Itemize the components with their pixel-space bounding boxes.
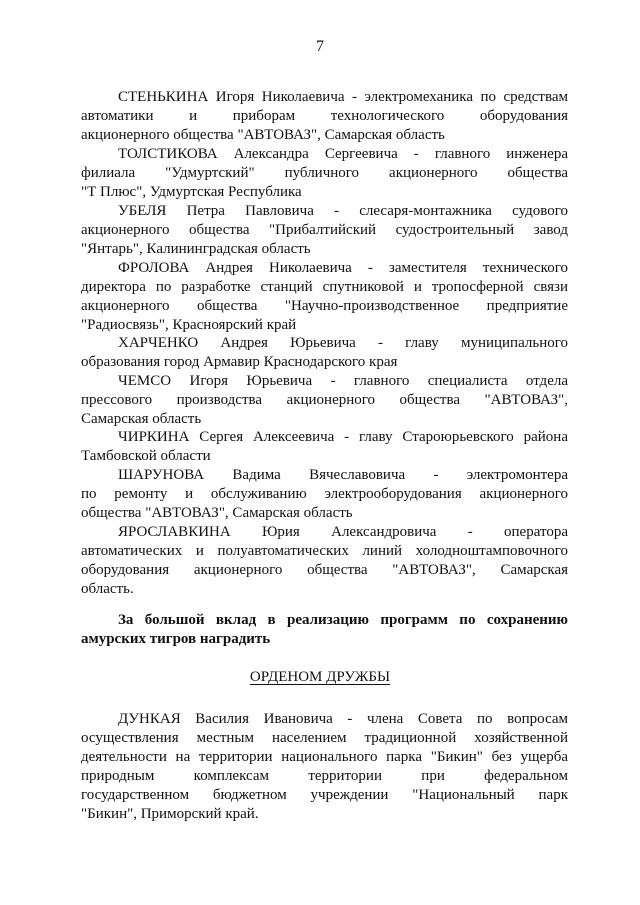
- entry-line: ДУНКАЯ Василия Ивановича - члена Совета по вопросам: [118, 711, 568, 727]
- entry-line: прессового производства акционерного общества "АВТОВАЗ",: [81, 392, 568, 408]
- entry-line: оборудования акционерного общества "АВТОВАЗ", Самарская: [81, 562, 568, 578]
- entry-line: акционерного общества "Научно-производственное предприятие: [81, 298, 568, 314]
- entry-line: акционерного общества "АВТОВАЗ", Самарская область: [81, 127, 445, 143]
- entry-line: область.: [81, 581, 134, 597]
- entry-line: "Т Плюс", Удмуртская Республика: [81, 184, 302, 200]
- entry-line: "Бикин", Приморский край.: [81, 806, 259, 822]
- entry-line: Тамбовской области: [81, 448, 211, 464]
- entry-line: акционерного общества "Прибалтийский судостроительный завод: [81, 222, 568, 238]
- decree-line: За большой вклад в реализацию программ по сохранению: [118, 612, 568, 628]
- entry-line: общества "АВТОВАЗ", Самарская область: [81, 505, 353, 521]
- award-entry-stenkin: [81, 88, 568, 145]
- entry-line: ТОЛСТИКОВА Александра Сергеевича - главного инженера: [118, 146, 568, 162]
- entry-line: УБЕЛЯ Петра Павловича - слесаря-монтажника судового: [118, 203, 568, 219]
- entry-line: деятельности на территории национального парка "Бикин" без ущерба: [81, 749, 568, 765]
- page-number: 7: [316, 38, 324, 55]
- entry-line: по ремонту и обслуживанию электрооборудования акционерного: [81, 486, 568, 502]
- entry-line: ШАРУНОВА Вадима Вячеславовича - электромонтера: [118, 467, 568, 483]
- entry-line: образования город Армавир Краснодарского края: [81, 354, 398, 370]
- award-entry-chirkin: [81, 428, 568, 466]
- entry-line: ЯРОСЛАВКИНА Юрия Александровича - оператора: [118, 524, 568, 540]
- order-title-text: ОРДЕНОМ ДРУЖБЫ: [249, 669, 391, 685]
- award-entry-frolov: [81, 259, 568, 335]
- award-entry-dunkai: [81, 710, 568, 824]
- entry-line: государственном бюджетном учреждении "Национальный парк: [81, 787, 568, 803]
- entry-line: "Радиосвязь", Красноярский край: [81, 317, 297, 333]
- decree-paragraph: [81, 611, 568, 649]
- award-entry-tolstikov: [81, 145, 568, 202]
- award-entry-kharchenko: [81, 334, 568, 372]
- entry-line: СТЕНЬКИНА Игоря Николаевича - электромеханика по средствам: [118, 89, 568, 105]
- award-entry-ubel: [81, 202, 568, 259]
- entry-line: директора по разработке станций спутниковой и тропосферной связи: [81, 279, 568, 295]
- entry-line: ХАРЧЕНКО Андрея Юрьевича - главу муниципального: [118, 335, 568, 351]
- entry-line: "Янтарь", Калининградская область: [81, 241, 311, 257]
- entry-line: автоматики и приборам технологического оборудования: [81, 108, 568, 124]
- award-entry-sharunov: [81, 466, 568, 523]
- award-entry-chemso: [81, 372, 568, 429]
- entry-line: ЧЕМСО Игоря Юрьевича - главного специалиста отдела: [118, 373, 568, 389]
- decree-line: амурских тигров наградить: [81, 631, 271, 647]
- entry-line: ФРОЛОВА Андрея Николаевича - заместителя технического: [118, 260, 568, 276]
- entry-line: Самарская область: [81, 411, 202, 427]
- award-entry-yaroslavkin: [81, 523, 568, 599]
- entry-line: природным комплексам территории при федеральном: [81, 768, 568, 784]
- entry-line: ЧИРКИНА Сергея Алексеевича - главу Староюрьевского района: [118, 429, 568, 445]
- entry-line: автоматических и полуавтоматических линий холодноштамповочного: [81, 543, 568, 559]
- entry-line: филиала "Удмуртский" публичного акционерного общества: [81, 165, 568, 181]
- order-title: [0, 668, 640, 687]
- entry-line: осуществления местным населением традиционной хозяйственной: [81, 730, 568, 746]
